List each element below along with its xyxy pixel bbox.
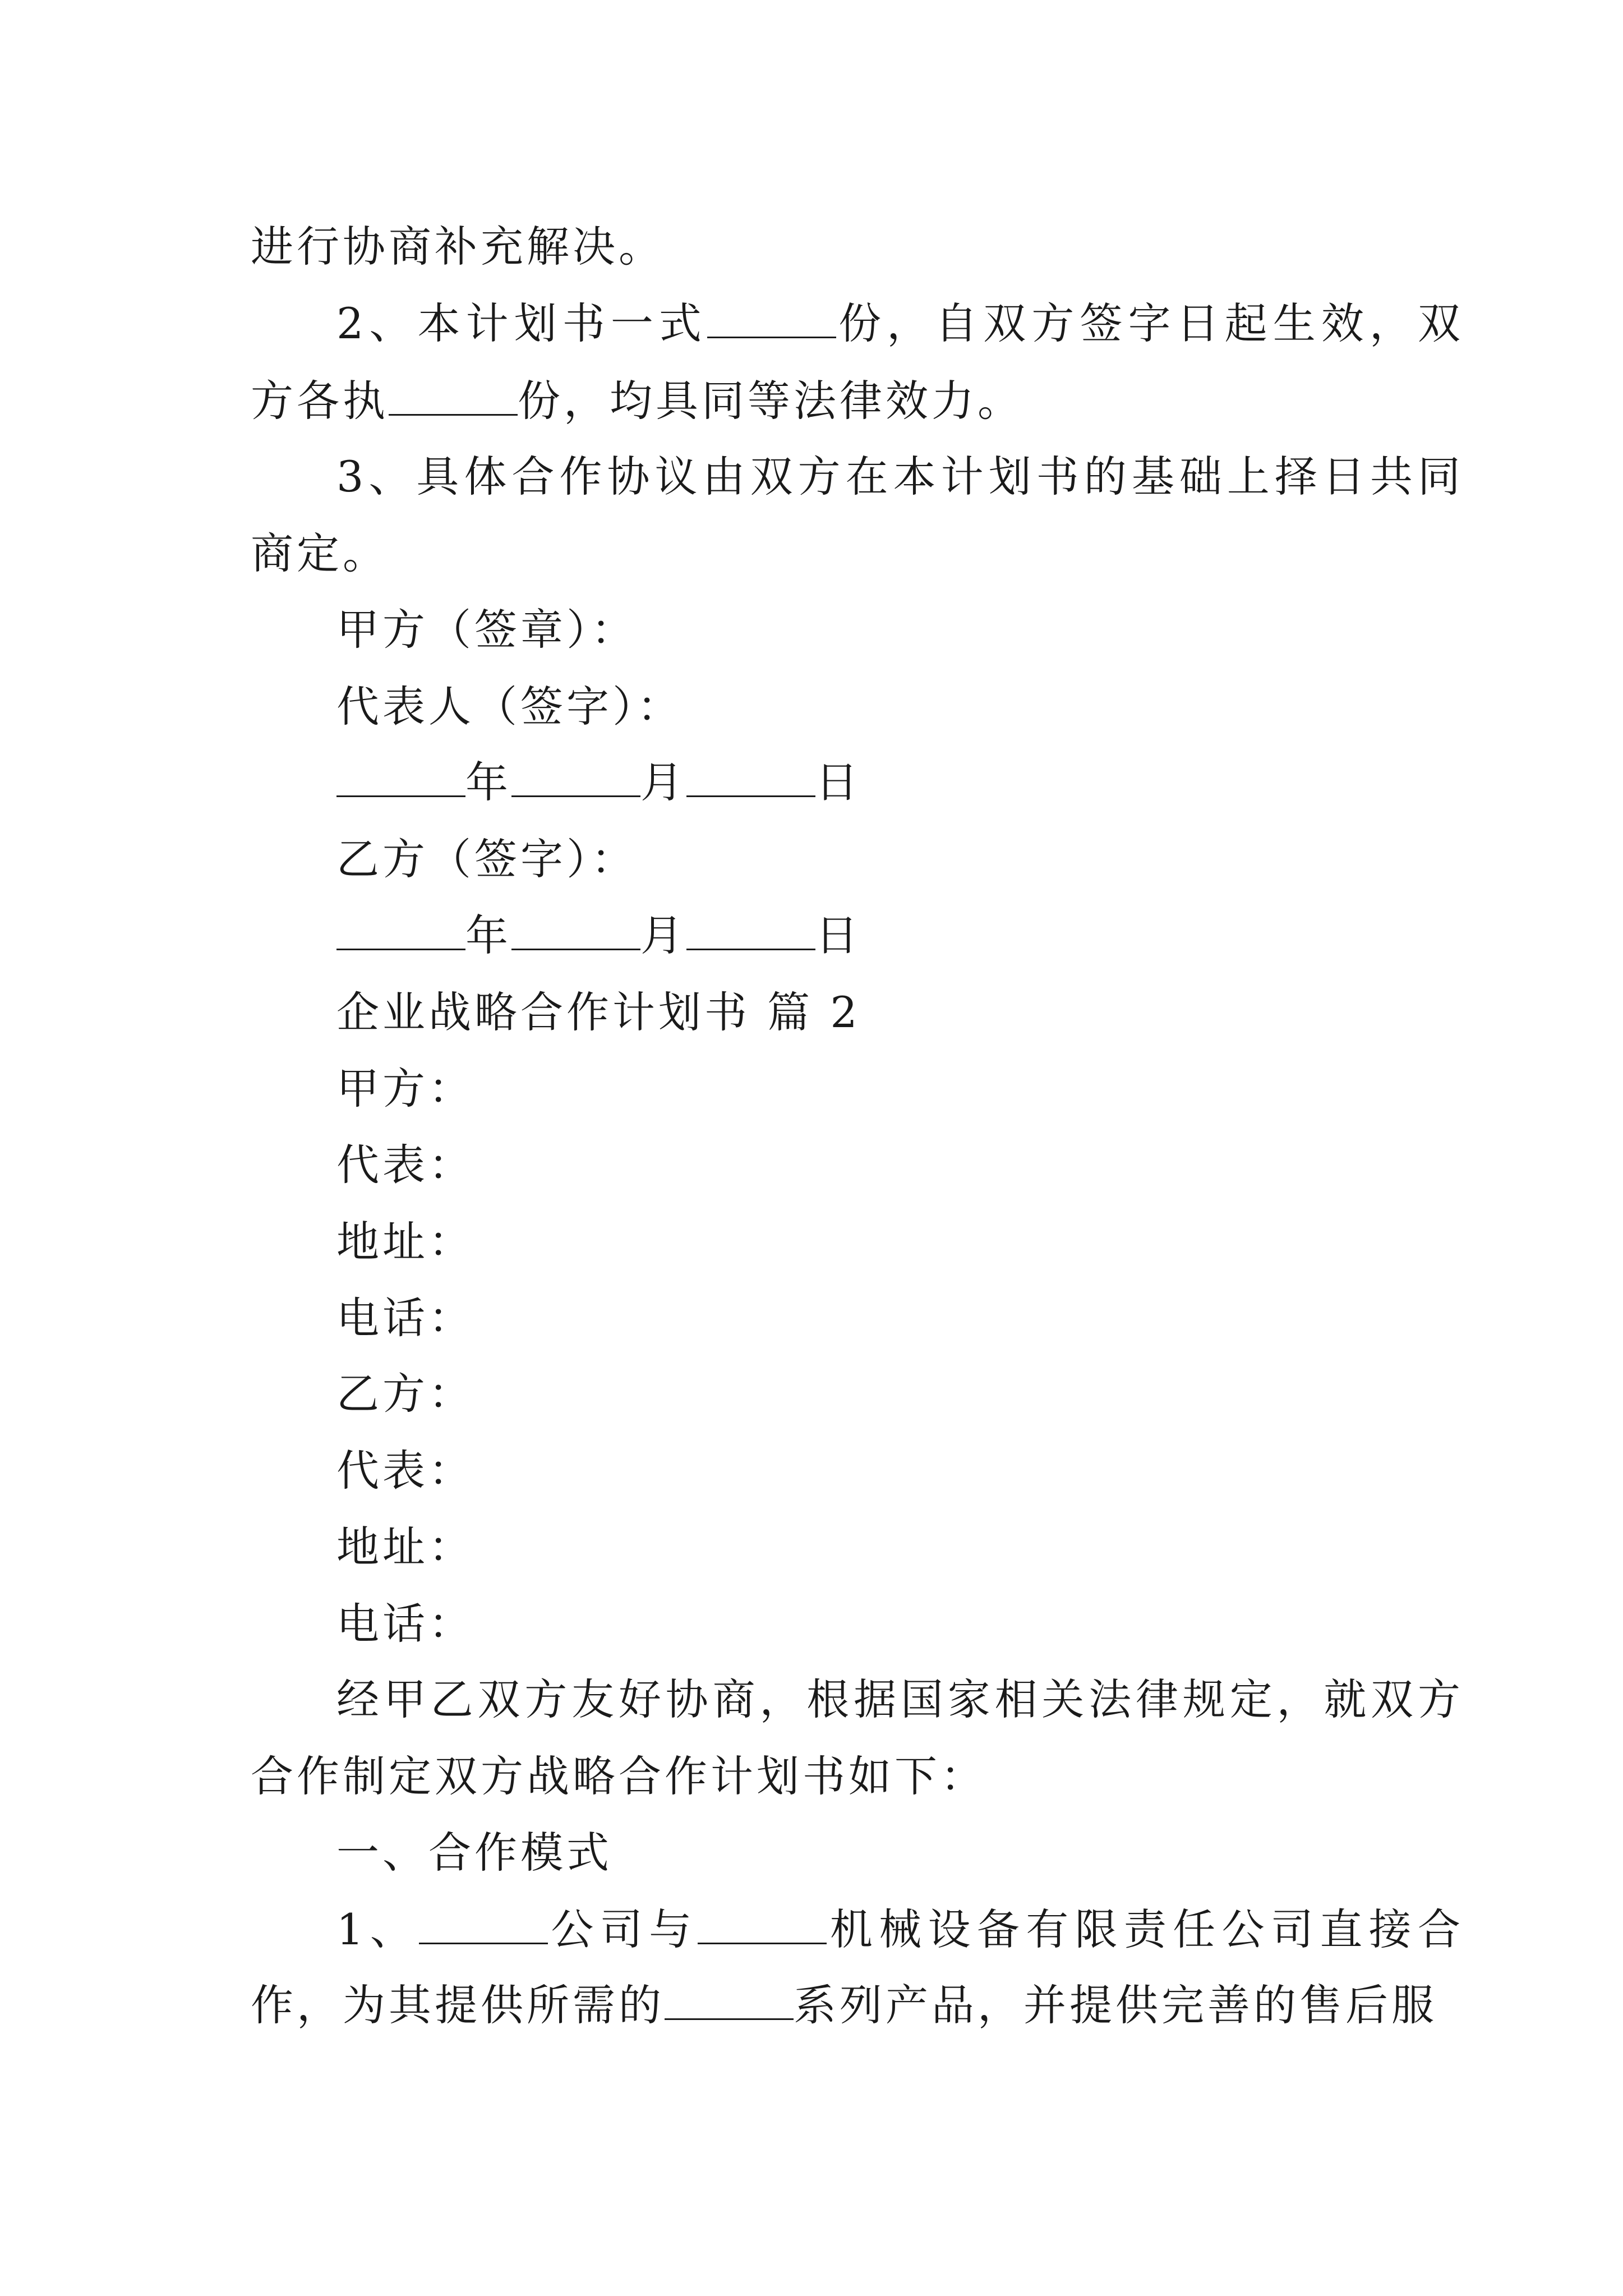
fill-blank: [665, 1986, 794, 2020]
fill-blank: [511, 763, 640, 797]
party-a-phone-label: 电话：: [336, 1293, 474, 1343]
fill-blank: [686, 763, 815, 797]
fill-blank: [336, 763, 465, 797]
fill-blank: [336, 917, 465, 950]
paragraph-line: 方各执 份，均具同等法律效力。: [251, 376, 1023, 426]
section-title: 企业战略合作计划书 篇 2: [336, 987, 861, 1037]
paragraph-line: 进行协商补充解决。: [251, 222, 665, 272]
paragraph-line: 合作制定双方战略合作计划书如下：: [251, 1751, 986, 1801]
party-a-label: 甲方：: [336, 1064, 474, 1114]
party-b-representative-label: 代表：: [336, 1446, 474, 1496]
party-a-representative-label: 代表：: [336, 1140, 474, 1190]
party-b-address-label: 地址：: [336, 1522, 474, 1572]
date-line: 年 月 日: [336, 902, 1464, 969]
fill-blank: [389, 382, 518, 416]
fill-blank: [686, 917, 815, 950]
party-b-label: 乙方：: [336, 1369, 474, 1419]
fill-blank: [707, 305, 836, 338]
paragraph-line: 2、本计划书一式 份，自双方签字日起生效，双: [336, 298, 1464, 348]
signature-label-representative: 代表人（签字）：: [336, 682, 683, 731]
date-line: 年 月 日: [336, 749, 1464, 816]
paragraph-line: 1、 公司与 机械设备有限责任公司直接合: [336, 1904, 1464, 1954]
fill-blank: [511, 917, 640, 950]
paragraph-line: 3、具体合作协议由双方在本计划书的基础上择日共同: [336, 452, 1464, 501]
fill-blank: [419, 1911, 548, 1944]
party-a-address-label: 地址：: [336, 1217, 474, 1267]
paragraph-line: 经甲乙双方友好协商，根据国家相关法律规定，就双方: [336, 1674, 1464, 1724]
signature-label-party-a: 甲方（签章）：: [336, 605, 637, 655]
fill-blank: [698, 1911, 827, 1944]
paragraph-line: 商定。: [251, 528, 389, 578]
party-b-phone-label: 电话：: [336, 1599, 474, 1649]
paragraph-line: 作，为其提供所需的 系列产品，并提供完善的售后服: [251, 1980, 1437, 2030]
section-heading: 一、合作模式: [336, 1828, 612, 1878]
signature-label-party-b: 乙方（签字）：: [336, 834, 637, 884]
